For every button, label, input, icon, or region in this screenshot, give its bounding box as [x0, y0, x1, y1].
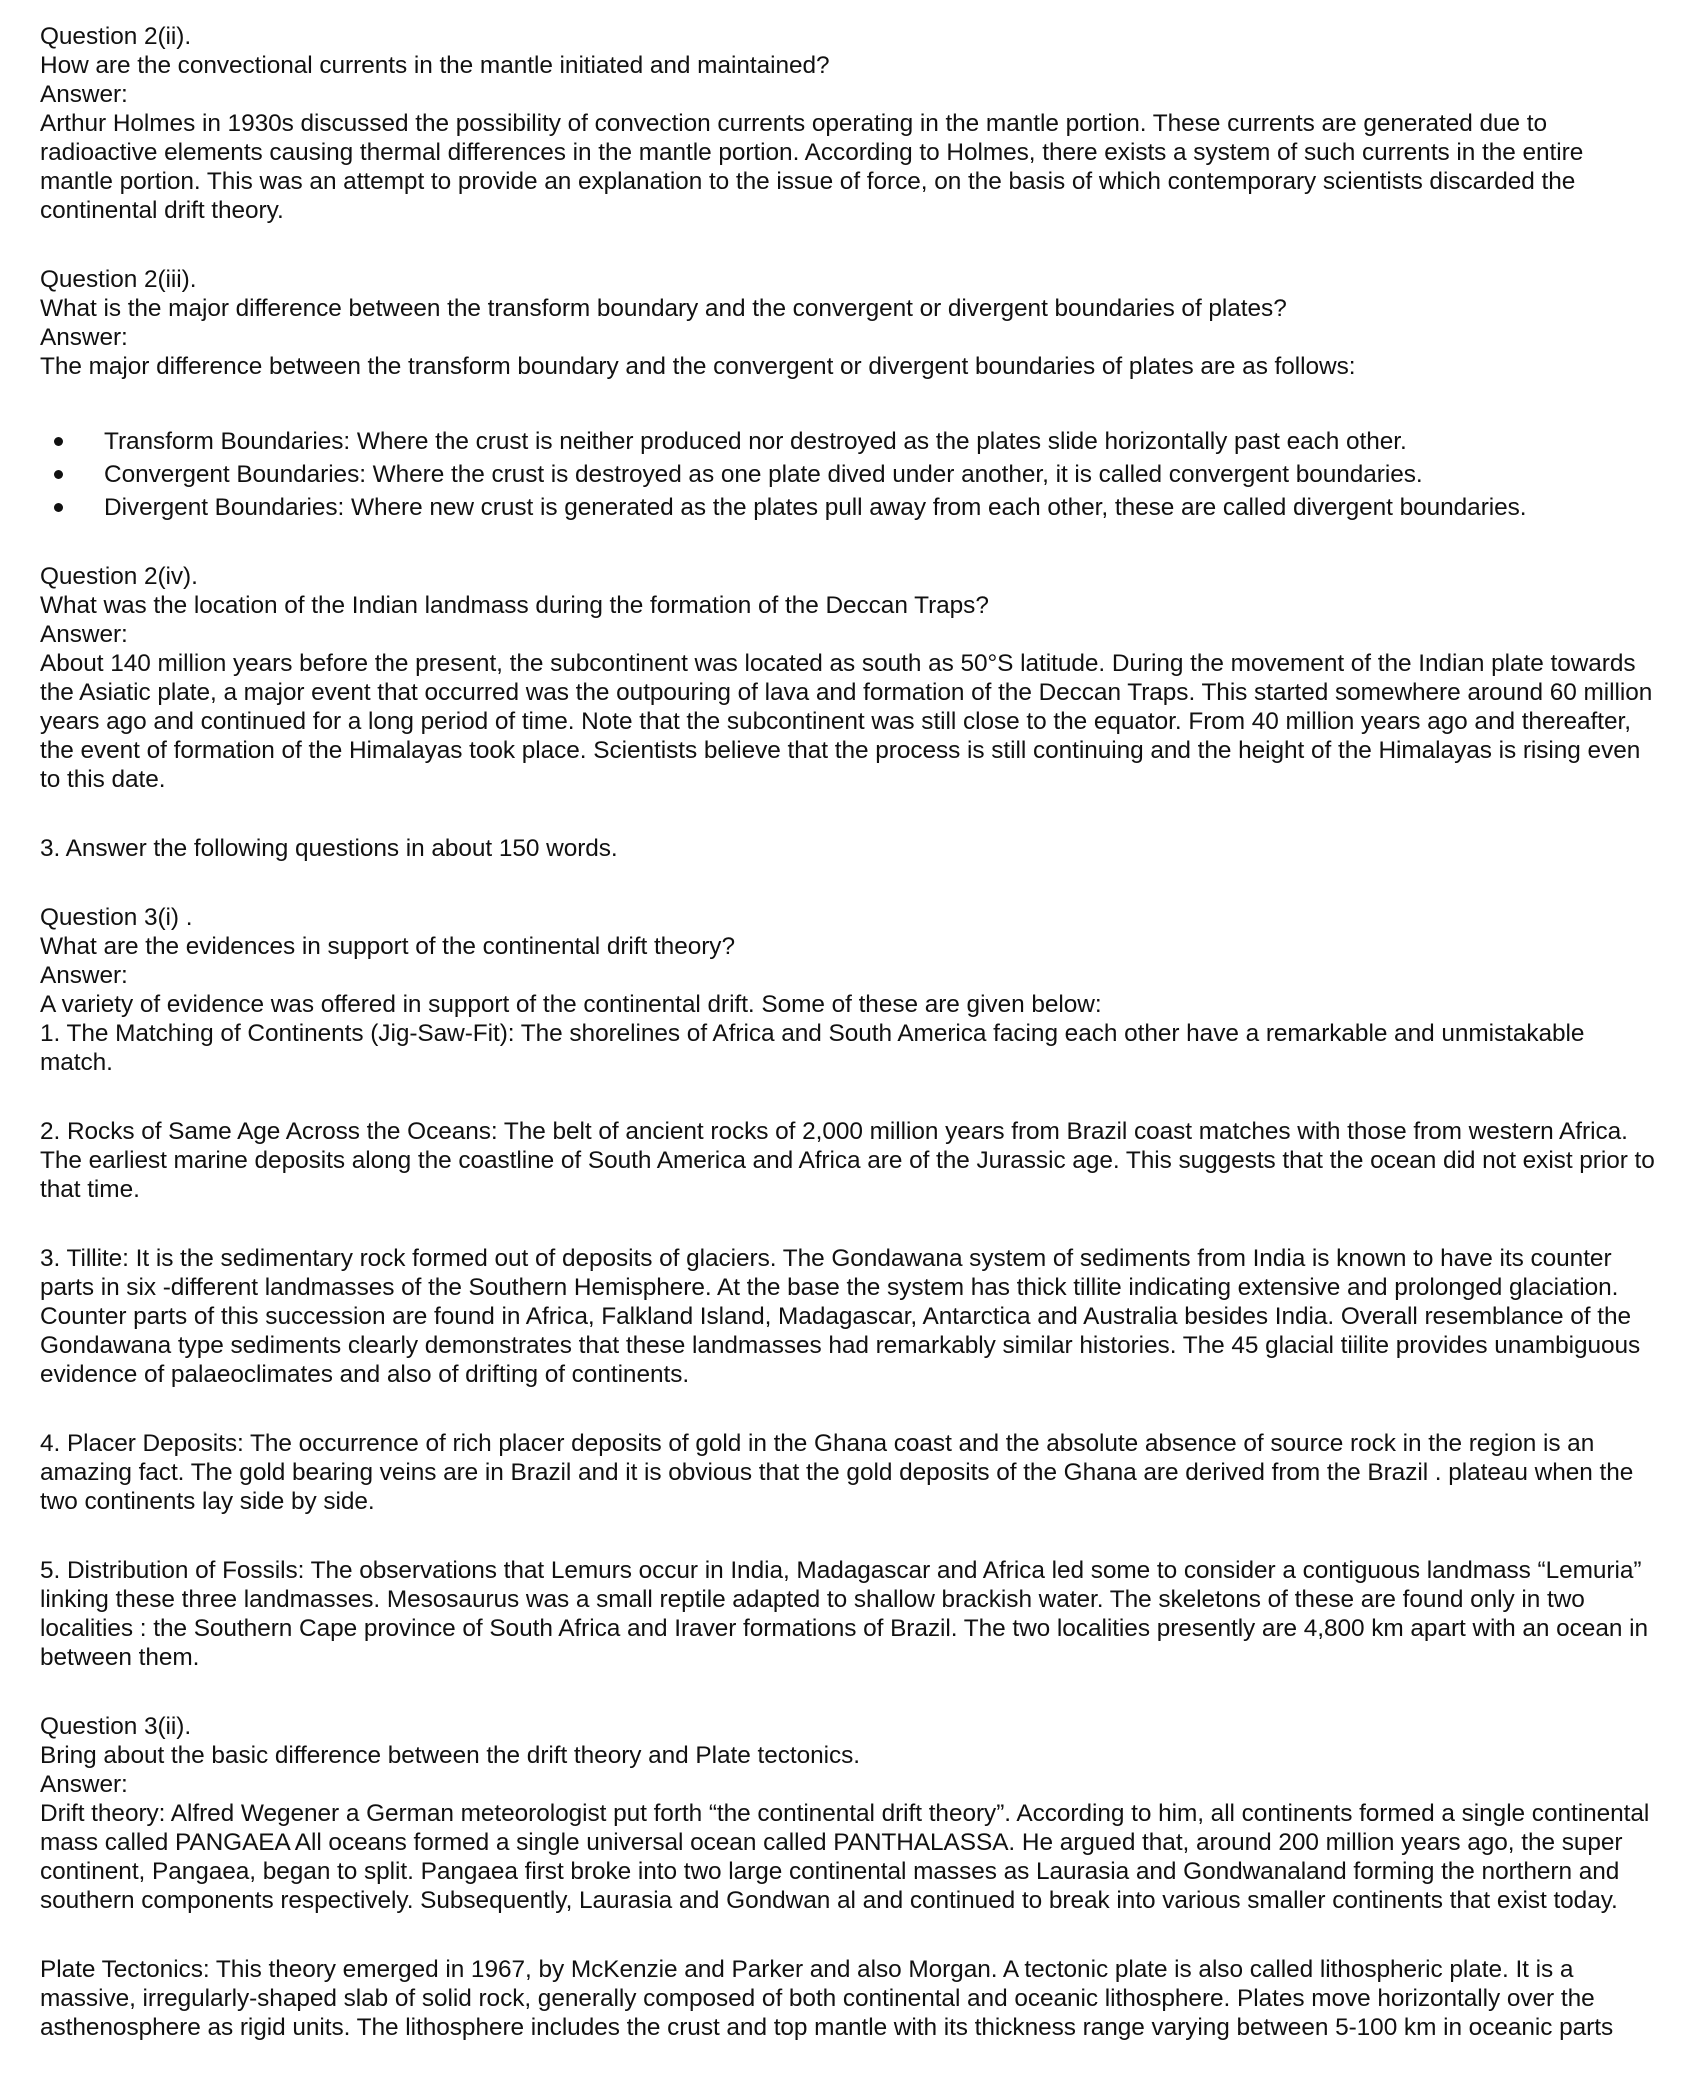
answer-label: Answer:	[40, 1771, 128, 1798]
answer-text: About 140 million years before the present, the subcontinent was located as south as 50°S latitude. During the movement of the Indian plate towards the Asiatic plate, a major event that occurred was the outpouring of lava and formation of the Deccan Traps. This started somewhere around 60 million years ago and continued for a long period of time. Note that the subcontinent was still close to the equator. From 40 million years ago and thereafter, the event of formation of the Himalayas took place. Scientists believe that the process is still continuing and the height of the Himalayas is rising even to this date.	[40, 650, 1653, 793]
list-item	[40, 425, 1660, 458]
answer-label: Answer:	[40, 962, 128, 989]
question-3ii	[40, 1712, 1660, 2042]
answer-text: The major difference between the transform boundary and the convergent or divergent boundaries of plates are as follows:	[40, 353, 1356, 380]
question-text: What is the major difference between the transform boundary and the convergent or divergent boundaries of plates?	[40, 295, 1287, 322]
list-item-text: Convergent Boundaries: Where the crust is destroyed as one plate dived under another, it is called convergent boundaries.	[104, 461, 1423, 488]
question-heading: Question 3(i) .	[40, 904, 193, 931]
question-text: Bring about the basic difference between the drift theory and Plate tectonics.	[40, 1742, 861, 1769]
question-2iv	[40, 562, 1660, 794]
evidence-point-2: 2. Rocks of Same Age Across the Oceans: The belt of ancient rocks of 2,000 million years from Brazil coast matches with those from western Africa. The earliest marine deposits along the coastline of South America and Africa are of the Jurassic age. This suggests that the ocean did not exist prior to that time.	[40, 1118, 1655, 1203]
question-heading: Question 2(iv).	[40, 563, 198, 590]
list-item-text: Transform Boundaries: Where the crust is neither produced nor destroyed as the plates slide horizontally past each other.	[104, 428, 1407, 455]
answer-label: Answer:	[40, 81, 128, 108]
evidence-point-3: 3. Tillite: It is the sedimentary rock formed out of deposits of glaciers. The Gondawana system of sediments from India is known to have its counter parts in six -different landmasses of the Southern Hemisphere. At the base the system has thick tillite indicating extensive and prolonged glaciation. Counter parts of this succession are found in Africa, Falkland Island, Madagascar, Antarctica and Australia besides India. Overall resemblance of the Gondawana type sediments clearly demonstrates that these landmasses had remarkably similar histories. The 45 glacial tiilite provides unambiguous evidence of palaeoclimates and also of drifting of continents.	[40, 1245, 1641, 1388]
question-heading: Question 2(ii).	[40, 23, 192, 50]
bullet-icon	[54, 503, 63, 512]
drift-theory-text: Drift theory: Alfred Wegener a German meteorologist put forth “the continental drift theory”. According to him, all continents formed a single continental mass called PANGAEA All oceans formed a single universal ocean called PANTHALASSA. He argued that, around 200 million years ago, the super continent, Pangaea, began to split. Pangaea first broke into two large continental masses as Laurasia and Gondwanaland forming the northern and southern components respectively. Subsequently, Laurasia and Gondwan al and continued to break into various smaller continents that exist today.	[40, 1800, 1650, 1914]
list-item	[40, 491, 1660, 524]
question-heading: Question 2(iii).	[40, 266, 197, 293]
evidence-point-1: 1. The Matching of Continents (Jig-Saw-Fit): The shorelines of Africa and South America facing each other have a remarkable and unmistakable match.	[40, 1020, 1585, 1076]
question-text: What was the location of the Indian landmass during the formation of the Deccan Traps?	[40, 592, 989, 619]
list-item	[40, 458, 1660, 491]
question-2iii	[40, 265, 1660, 524]
evidence-point-4: 4. Placer Deposits: The occurrence of rich placer deposits of gold in the Ghana coast and the absolute absence of source rock in the region is an amazing fact. The gold bearing veins are in Brazil and it is obvious that the gold deposits of the Ghana are derived from the Brazil . plateau when the two continents lay side by side.	[40, 1430, 1634, 1515]
answer-label: Answer:	[40, 324, 128, 351]
question-heading: Question 3(ii).	[40, 1713, 192, 1740]
answer-label: Answer:	[40, 621, 128, 648]
evidence-point-5: 5. Distribution of Fossils: The observations that Lemurs occur in India, Madagascar and Africa led some to consider a contiguous landmass “Lemuria” linking these three landmasses. Mesosaurus was a small reptile adapted to shallow brackish water. The skeletons of these are found only in two localities : the Southern Cape province of South Africa and Iraver formations of Brazil. The two localities presently are 4,800 km apart with an ocean in between them.	[40, 1557, 1648, 1671]
answer-intro: A variety of evidence was offered in support of the continental drift. Some of these are given below:	[40, 991, 1102, 1018]
answer-text: Arthur Holmes in 1930s discussed the possibility of convection currents operating in the mantle portion. These currents are generated due to radioactive elements causing thermal differences in the mantle portion. According to Holmes, there exists a system of such currents in the entire mantle portion. This was an attempt to provide an explanation to the issue of force, on the basis of which contemporary scientists discarded the continental drift theory.	[40, 110, 1584, 224]
list-item-text: Divergent Boundaries: Where new crust is generated as the plates pull away from each other, these are called divergent boundaries.	[104, 494, 1527, 521]
question-text: What are the evidences in support of the continental drift theory?	[40, 933, 735, 960]
boundary-list	[40, 425, 1660, 524]
bullet-icon	[54, 437, 63, 446]
bullet-icon	[54, 470, 63, 479]
question-3i	[40, 903, 1660, 1672]
section-instruction: 3. Answer the following questions in about 150 words.	[40, 835, 618, 862]
question-2ii	[40, 22, 1660, 225]
question-text: How are the convectional currents in the mantle initiated and maintained?	[40, 52, 830, 79]
plate-tectonics-text: Plate Tectonics: This theory emerged in 1967, by McKenzie and Parker and also Morgan. A tectonic plate is also called lithospheric plate. It is a massive, irregularly-shaped slab of solid rock, generally composed of both continental and oceanic lithosphere. Plates move horizontally over the asthenosphere as rigid units. The lithosphere includes the crust and top mantle with its thickness range varying between 5-100 km in oceanic parts	[40, 1956, 1614, 2041]
